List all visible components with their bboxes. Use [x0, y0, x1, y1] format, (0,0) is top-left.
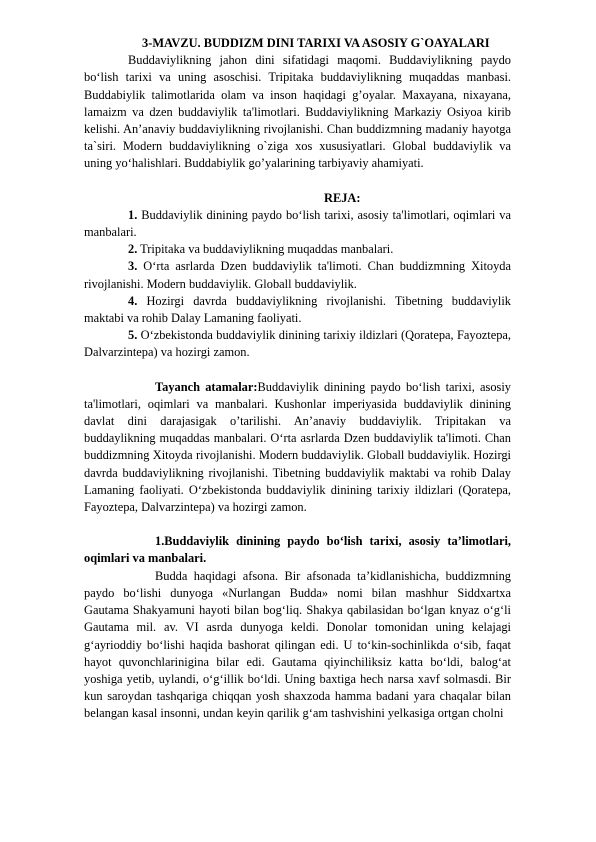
- plan-item: [84, 258, 511, 292]
- plan-item-text: O‘zbekistonda buddaviylik dinining tarixiy ildizlari (Qoratepa, Fayoztepa, Dalvarzintepa) va hozirgi zamon.: [84, 328, 511, 360]
- document-page: [84, 35, 511, 723]
- plan-item: [84, 241, 511, 258]
- plan-item-number: 3.: [128, 259, 138, 274]
- plan-item-number: 1.: [128, 207, 138, 222]
- plan-item-text: Hozirgi davrda buddaviylikning rivojlanishi. Tibetning buddaviylik maktabi va rohib Dalay Lamaning faoliyati.: [84, 293, 511, 326]
- keywords-text: Buddaviylik dinining paydo bo‘lish tarixi, asosiy ta'limotlari, oqimlari va manbalari. Kushonlar imperiyasida buddaviylik dinining davlat dini darajasigak o’tarilishi. An’anaviy buddaviylik. Tripitakan va buddaylikning muqaddas manbalari. O‘rta asrlarda Dzen buddaviylik ta'limoti. Chan buddizmning Xitoyda rivojlanishi. Modern buddaviylik. Globall buddaviylik. Hozirgi davrda buddaviylikning rivojlanishi. Tibetning buddaviylik maktabi va rohib Dalay Lamaning faoliyati. O‘zbekistonda buddaviylik dinining tarixiy ildizlari (Qoratepa, Fayoztepa, Dalvarzintepa) va hozirgi zamon.: [84, 379, 511, 515]
- plan-item-number: 5.: [128, 328, 138, 343]
- page-title: 3-MAVZU. BUDDIZM DINI TARIXI VA ASOSIY G`OAYALARI: [142, 36, 490, 50]
- plan-item-text: Buddaviylik dinining paydo bo‘lish tarixi, asosiy ta'limotlari, oqimlari va manbalari.: [84, 207, 511, 240]
- reja-heading: REJA:: [324, 190, 361, 205]
- keywords-paragraph: [84, 379, 511, 517]
- plan-item-number: 4.: [128, 293, 138, 308]
- keywords-label: Tayanch atamalar:: [155, 379, 258, 394]
- plan-item: [84, 327, 511, 361]
- plan-item-text: Tripitaka va buddaviylikning muqaddas manbalari.: [137, 242, 394, 257]
- plan-item-text: O‘rta asrlarda Dzen buddaviylik ta'limoti. Chan buddizmning Xitoyda rivojlanishi. Modern buddaviylik. Globall buddaviylik.: [84, 259, 511, 291]
- spacer: [84, 362, 511, 379]
- section-heading: [84, 533, 511, 567]
- section-heading-text: 1.Buddaviylik dinining paydo bo‘lish tarixi, asosiy ta’limotlari, oqimlari va manbalari.: [84, 534, 511, 566]
- section-paragraph: Budda haqidagi afsona. Bir afsonada ta’kidlanishicha, buddizmning paydo bo‘lishi dunyoga «Nurlangan Budda» nomi bilan mashhur Siddxartxa Gautama Shakyamuni hayoti bilan bog‘liq. Shakya qabilasidan bo‘lgan knyaz o‘g‘li Gautama mil. av. VI asrda dunyoga keldi. Donolar tomonidan uning kelajagi g‘ayrioddiy bo‘lishi haqida bashorat qilingan edi. U to‘kin-sochinlikda o‘sib, faqat hayot quvonchlarinigina bilar edi. Gautama qiyinchiliksiz katta bo‘ldi, balog‘at yoshiga yetib, uylandi, o‘g‘illik bo‘ldi. Uning baxtiga hech narsa xavf solmasdi. Bir kun saroydan tashqariga chiqqan yosh shaxzoda hamma badani yara chaqalar bilan belangan kasal insonni, undan keyin qarilik g‘am tashvishini yelkasiga ortgan cholni: [84, 568, 511, 721]
- plan-item: [84, 293, 511, 327]
- spacer: [84, 516, 511, 533]
- intro-paragraph: Buddaviylikning jahon dini sifatidagi maqomi. Buddaviylikning paydo bo‘lish tarixi va uning asoschisi. Tripitaka buddaviylikning muqaddas manbasi. Buddabiylik talimotlarida olam va inson haqidagi g’oyalar. Maxayana, nixayana, lamaizm va dzen buddaviylik ta'limotlari. Buddaviylikning Markaziy Osiyoa kirib kelishi. An’anaviy buddaviylikning rivojlanishi. Chan buddizmning madaniy hayotga ta`siri. Modern buddaviylikning o`ziga xos xususiyatlari. Global buddaviylik va uning yo‘halishlari. Buddabiylik go’yalarining tarbiyaviy ahamiyati.: [84, 53, 511, 171]
- plan-item: [84, 207, 511, 241]
- plan-item-number: 2.: [128, 242, 138, 257]
